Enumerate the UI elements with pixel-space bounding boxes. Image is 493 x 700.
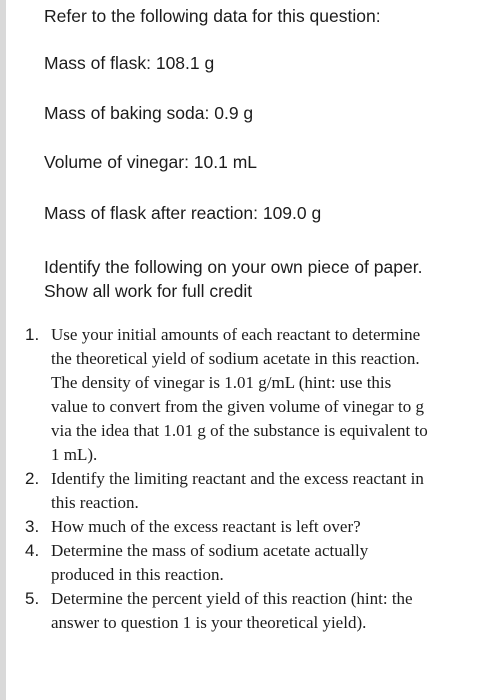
vinegar-volume: Volume of vinegar: 10.1 mL <box>44 152 258 172</box>
question-item <box>25 515 431 539</box>
question-text: Determine the percent yield of this reaction (hint: the answer to question 1 is your theoretical yield). <box>51 589 413 632</box>
question-number: 2. <box>25 469 40 488</box>
question-item <box>25 587 431 635</box>
flask-mass: Mass of flask: 108.1 g <box>44 53 215 73</box>
question-text: Use your initial amounts of each reactant to determine the theoretical yield of sodium acetate in this reaction. The density of vinegar is 1.01 g/mL (hint: use this value to convert from the given volume of vinegar to g via the idea that 1.01 g of the substance is equivalent to 1 mL). <box>51 325 428 464</box>
question-text: Determine the mass of sodium acetate actually produced in this reaction. <box>51 541 369 584</box>
question-item <box>25 539 431 587</box>
question-number: 5. <box>25 589 40 608</box>
question-item <box>25 323 431 467</box>
question-text: How much of the excess reactant is left over? <box>51 517 361 536</box>
intro-text: Refer to the following data for this question: <box>44 6 381 26</box>
baking-soda-mass: Mass of baking soda: 0.9 g <box>44 103 254 123</box>
question-list <box>25 323 431 635</box>
question-number: 3. <box>25 517 40 536</box>
flask-after-mass: Mass of flask after reaction: 109.0 g <box>44 203 322 223</box>
question-number: 4. <box>25 541 40 560</box>
left-margin-bar <box>0 0 6 700</box>
question-number: 1. <box>25 325 40 344</box>
instruction-text: Identify the following on your own piece of paper. Show all work for full credit <box>44 257 423 301</box>
question-item <box>25 467 431 515</box>
question-text: Identify the limiting reactant and the excess reactant in this reaction. <box>51 469 424 512</box>
